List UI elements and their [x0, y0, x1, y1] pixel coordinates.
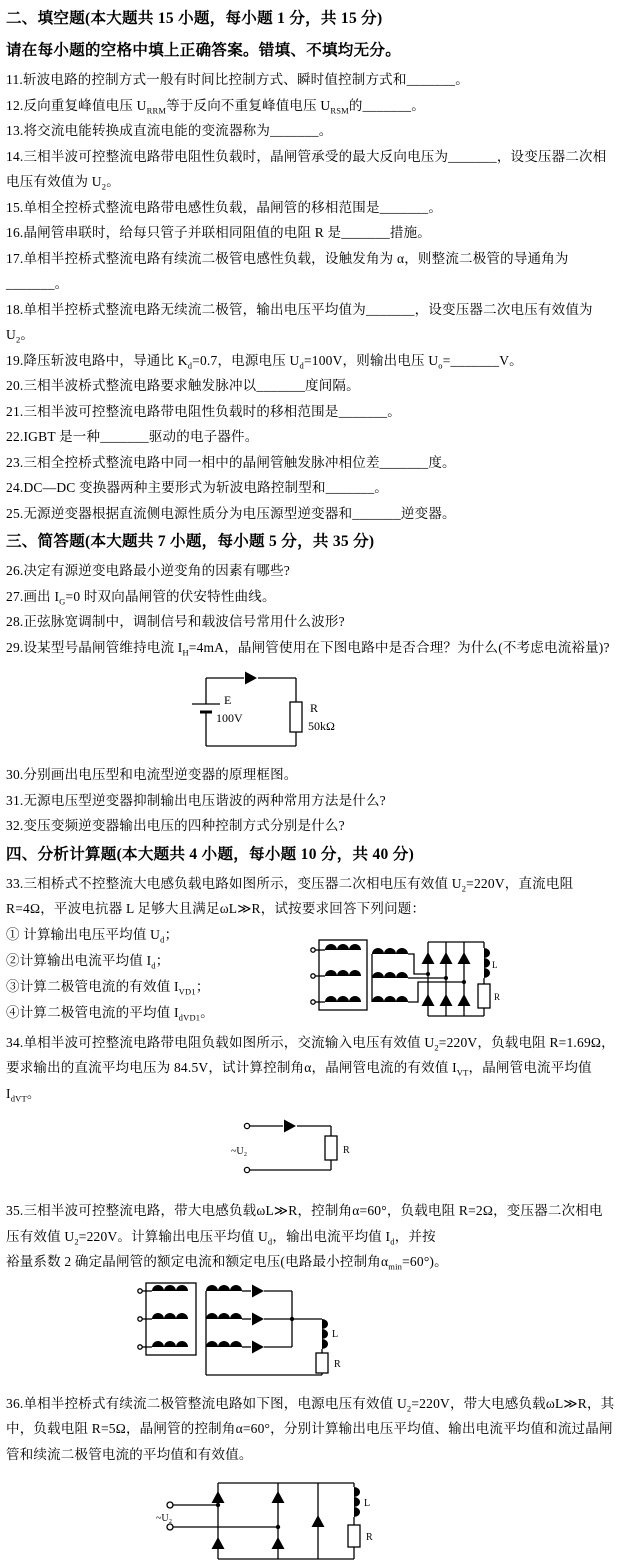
question-33-body — [6, 922, 615, 1030]
question-30: 30.分别画出电压型和电流型逆变器的原理框图。 — [6, 767, 298, 782]
input-terminal — [311, 999, 315, 1003]
battery-label: E — [224, 693, 232, 707]
question-19: 19.降压斩波电路中，导通比 $K_d=0.7$，电源电压 $U_d=100V$，则输出电压 $U_o=\_\_\_\_\_\_\_V$。 — [6, 352, 523, 371]
inductor-label: L — [332, 1328, 339, 1340]
q29-circuit-diagram — [156, 664, 366, 760]
resistor-icon — [325, 1136, 337, 1160]
resistor-icon — [348, 1525, 360, 1547]
question-27: 27.画出 $I_G=0$ 时双向晶闸管的伏安特性曲线。 — [6, 588, 276, 607]
input-terminal — [138, 1344, 142, 1348]
question-12: 12.反向重复峰值电压 $U_{RRM}$等于反向不重复峰值电压 $U_{RSM}$的_______。 — [6, 97, 425, 116]
q33-item-2: ②计算输出电流平均值 $I_d$； — [6, 952, 170, 971]
question-24: 24.DC—DC 变换器两种主要形式为斩波电路控制型和_______。 — [6, 480, 389, 495]
resistor-label: R — [310, 701, 319, 715]
q34-circuit-diagram — [231, 1114, 366, 1184]
question-33-items — [6, 922, 306, 1026]
question-32: 32.变压变频逆变器输出电压的四种控制方式分别是什么? — [6, 818, 345, 833]
question-14: 14.三相半波可控整流电路带电阻性负载时，晶闸管承受的最大反向电压为_______，设变压器二次相电压有效值为 $U_2$。 — [6, 148, 607, 192]
q33-item-4: ④计算二极管电流的平均值 $I_{dVD1}$。 — [6, 1004, 214, 1023]
source-label: ~U₂ — [156, 1513, 173, 1524]
question-18: 18.单相半控桥式整流电路无续流二极管，输出电压平均值为_______，设变压器二次电压有效值为 $U_2$。 — [6, 301, 593, 345]
resistor-label: R — [343, 1145, 350, 1156]
question-25: 25.无源逆变器根据直流侧电源性质分为电压源型逆变器和_______逆变器。 — [6, 505, 456, 521]
q33-item-1: ① 计算输出电压平均值 $U_d$； — [6, 926, 179, 945]
input-terminal — [138, 1288, 142, 1292]
source-label: ~U₂ — [231, 1146, 248, 1157]
q33-circuit-diagram — [306, 928, 504, 1030]
question-36: 36.单相半控桥式有续流二极管整流电路如下图，电源电压有效值 $U_2=220V$，带大电感负载ωL≫R，其中，负载电阻 R=5Ω，晶闸管的控制角α=60°，分别计算输出电压平均值、输出电流平均值和流过晶闸管和续流二极管电流的平均值和有效值。 — [6, 1395, 615, 1462]
question-33-intro: 33.三相桥式不控整流大电感负载电路如图所示，变压器二次相电压有效值 $U_2=220V$，直流电阻 R=4Ω，平波电抗器 L 足够大且满足ωL≫R，试按要求回答下列问题： — [6, 875, 574, 916]
section-fill-title: 二、填空题(本大题共 15 小题，每小题 1 分，共 15 分) — [6, 10, 383, 27]
input-terminal — [138, 1316, 142, 1320]
section-fill-instruction: 请在每小题的空格中填上正确答案。错填、不填均无分。 — [6, 42, 402, 59]
question-13: 13.将交流电能转换成直流电能的变流器称为_______。 — [6, 123, 333, 138]
question-34: 34.单相半波可控整流电路带电阻负载如图所示，交流输入电压有效值 $U_2=220V$，负载电阻 R=1.69Ω，要求输出的直流平均电压为 84.5V，试计算控制角α，晶闸管电流的有效值 $I_{VT}$，晶闸管电流平均值 $I_{dVT}$。 — [6, 1034, 615, 1104]
question-16: 16.晶闸管串联时，给每只管子并联相同阻值的电阻 R 是_______措施。 — [6, 225, 431, 240]
resistor-label: R — [494, 991, 501, 1002]
inductor-label: L — [492, 959, 498, 970]
resistor-icon — [316, 1353, 328, 1373]
section-calc-title: 四、分析计算题(本大题共 4 小题，每小题 10 分，共 40 分) — [6, 845, 415, 863]
input-terminal — [311, 973, 315, 977]
question-23: 23.三相全控桥式整流电路中同一相中的晶闸管触发脉冲相位差_______度。 — [6, 454, 456, 470]
question-22: 22.IGBT 是一种_______驱动的电子器件。 — [6, 429, 259, 444]
inductor-label: L — [364, 1498, 371, 1509]
input-terminal — [311, 947, 315, 951]
resistor-label: R — [334, 1358, 341, 1370]
question-20: 20.三相半波桥式整流电路要求触发脉冲以_______度间隔。 — [6, 378, 360, 393]
question-26: 26.决定有源逆变电路最小逆变角的因素有哪些? — [6, 563, 290, 578]
battery-voltage-label: 100V — [216, 711, 243, 725]
resistor-label: R — [366, 1532, 373, 1543]
question-31: 31.无源电压型逆变器抑制输出电压谐波的两种常用方法是什么? — [6, 792, 386, 808]
question-11: 11.斩波电路的控制方式一般有时间比控制方式、瞬时值控制方式和_______。 — [6, 72, 469, 87]
source-terminal — [244, 1123, 249, 1128]
q36-circuit-diagram — [156, 1475, 381, 1563]
section-short-title: 三、简答题(本大题共 7 小题，每小题 5 分，共 35 分) — [6, 533, 375, 550]
resistor-icon — [290, 702, 302, 732]
source-terminal — [167, 1502, 173, 1508]
question-17: 17.单相半控桥式整流电路有续流二极管电感性负载，设触发角为 α，则整流二极管的导通角为_______。 — [6, 250, 569, 291]
question-35-line1: 35.三相半波可控整流电路，带大电感负载ωL≫R，控制角α=60°，负载电阻 R=2Ω，变压器二次相电压有效值 $U_2=220V$。计算输出电压平均值 $U_d$，输出电流平均值 $I_d$，并按 — [6, 1203, 603, 1247]
q35-circuit-diagram — [134, 1277, 374, 1383]
resistor-icon — [478, 984, 490, 1008]
question-21: 21.三相半波可控整流电路带电阻性负载时的移相范围是_______。 — [6, 403, 401, 419]
source-terminal — [244, 1167, 249, 1172]
q33-item-3: ③计算二极管电流的有效值 $I_{VD1}$； — [6, 978, 210, 997]
question-29: 29.设某型号晶闸管维持电流 $I_H=4mA$，晶闸管使用在下图电路中是否合理？为什么(不考虑电流裕量)? — [6, 639, 610, 658]
question-28: 28.正弦脉宽调制中，调制信号和载波信号常用什么波形? — [6, 614, 345, 629]
resistor-value-label: 50kΩ — [308, 719, 335, 733]
question-15: 15.单相全控桥式整流电路带电感性负载，晶闸管的移相范围是_______。 — [6, 199, 443, 215]
question-35-line2: 裕量系数 2 确定晶闸管的额定电流和额定电压(电路最小控制角$\alpha_{min}=60^\circ$)。 — [6, 1254, 448, 1272]
source-terminal — [167, 1524, 173, 1530]
